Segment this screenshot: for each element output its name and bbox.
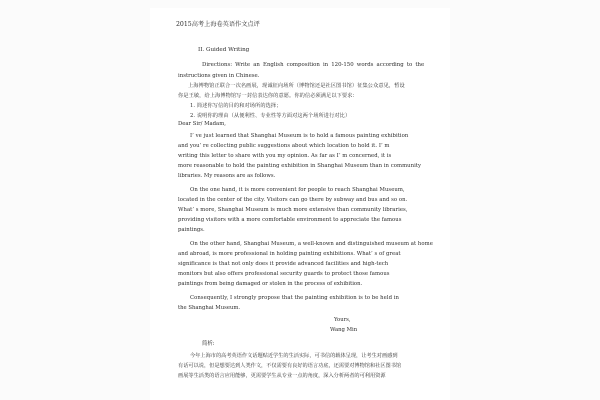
letter-line: more reasonable to hold the painting exhibition in Shanghai Museum than in community bbox=[178, 163, 422, 169]
letter-line: paintings. bbox=[178, 227, 205, 233]
letter-line: significance is that not only does it provide advanced facilities and high-tech bbox=[178, 261, 389, 267]
letter-line: and you’ re collecting public suggestions about which location to hold it. I’ m bbox=[178, 143, 390, 149]
letter-line: writing this letter to share with you my opinion. As far as I’ m concerned, it is bbox=[178, 153, 392, 159]
directions-line: instructions given in Chinese. bbox=[178, 73, 260, 79]
letter-line: paintings from being damaged or stolen in the process of exhibition. bbox=[178, 281, 363, 287]
prompt-requirement-1: 1. 简述你写信的目的和对场所的选择； bbox=[190, 103, 282, 109]
letter-signature: Wang Min bbox=[330, 327, 358, 333]
analysis-heading: 简析: bbox=[202, 341, 215, 347]
letter-line: libraries. My reasons are as follows. bbox=[178, 173, 276, 179]
analysis-line: 画展等生活类的语言应用能够，更需要学生从专业一点的角度，深入分析两者的可利用资源 bbox=[178, 373, 386, 379]
letter-line: monitors but also offers professional security guards to protect those famous bbox=[178, 271, 390, 277]
letter-line: located in the center of the city. Visitors can go there by subway and bus and so on. bbox=[178, 197, 408, 203]
letter-closing: Yours, bbox=[334, 317, 351, 323]
letter-greeting: Dear Sir/ Madam, bbox=[178, 121, 226, 127]
document-title: 2015高考上海卷英语作文点评 bbox=[176, 21, 260, 28]
prompt-requirement-2: 2. 说明你的理由（从便利性、专业性等方面对这两个场所进行对比） bbox=[190, 113, 351, 119]
letter-line: On the one hand, it is more convenient for people to reach Shanghai Museum, bbox=[190, 187, 405, 193]
letter-line: Consequently, I strongly propose that the painting exhibition is to be held in bbox=[190, 295, 399, 301]
analysis-line: 有话可以说，但是想要达到人类作文，不仅需要有良好的语言功底，还需要对博物馆和社区图书馆 bbox=[178, 363, 402, 369]
analysis-line: 今年上海市的高考英语作文话题贴近学生的生活实际，可书信的载体呈现，让考生对画感到 bbox=[190, 353, 398, 359]
prompt-line-cn: 上海博物馆正联合一次名画展，现诚征向场所（博物馆还是社区图书馆）征集公众意见，暂设 bbox=[188, 83, 405, 89]
letter-line: What’ s more, Shanghai Museum is much more extensive than community libraries, bbox=[178, 207, 408, 213]
letter-line: I’ ve just learned that Shanghai Museum is to hold a famous painting exhibition bbox=[190, 133, 409, 139]
letter-line: providing visitors with a more comfortable environment to appreciate the famous bbox=[178, 217, 402, 223]
section-heading: II. Guided Writing bbox=[198, 47, 250, 53]
letter-line: the Shanghai Museum. bbox=[178, 305, 241, 311]
letter-line: On the other hand, Shanghai Museum, a well-known and distinguished museum at home bbox=[190, 241, 433, 247]
directions-line: Directions: Write an English composition in 120-150 words according to the bbox=[202, 62, 425, 68]
document-page bbox=[150, 8, 450, 400]
letter-line: and abroad, is more professional in holding painting exhibitions. What’ s of great bbox=[178, 251, 401, 257]
prompt-line-cn: 你是王敏，给上海博物馆写一封信表达你的意愿。你的信必须满足以下要求： bbox=[178, 93, 358, 99]
